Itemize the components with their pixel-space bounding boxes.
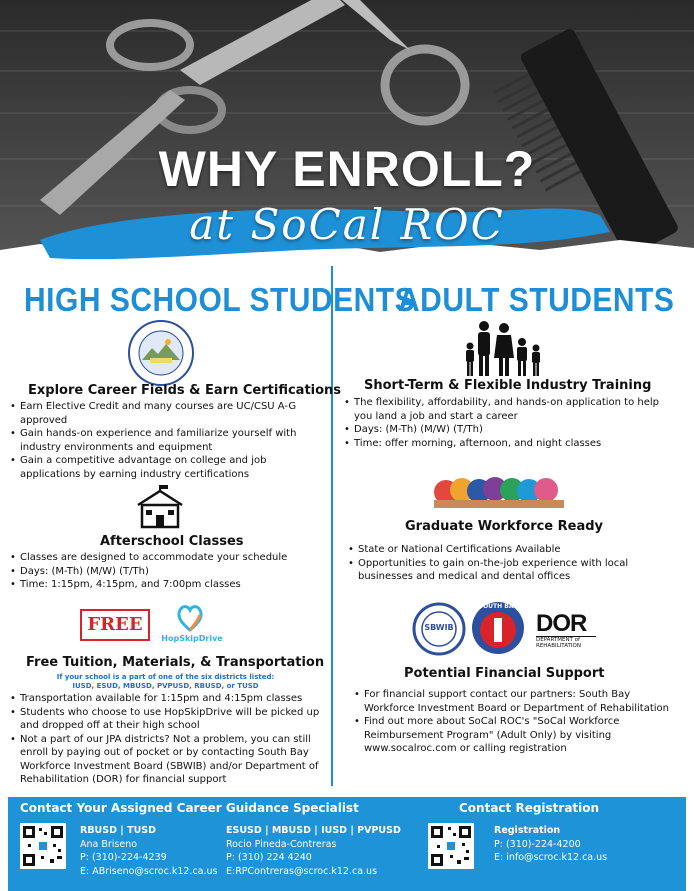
explore-careers-title: Explore Career Fields & Earn Certifications <box>28 383 342 398</box>
hopskipdrive-label: HopSkipDrive <box>161 634 223 643</box>
registration-phone[interactable]: P: (310)-224-4200 <box>494 838 581 850</box>
contact2-email[interactable]: E:RPContreras@scroc.k12.ca.us <box>226 865 378 877</box>
contact1-email[interactable]: E: ABriseno@scroc.k12.ca.us <box>80 865 218 877</box>
free-tuition-title: Free Tuition, Materials, & Transportation <box>26 655 325 670</box>
short-term-training-title: Short-Term & Flexible Industry Training <box>364 378 652 393</box>
wasc-seal-logo <box>128 320 194 386</box>
financial-support-list <box>352 688 678 756</box>
footer-registration-heading: Contact Registration <box>459 801 600 815</box>
dor-sub2: REHABILITATION <box>536 643 581 649</box>
contact1-districts: RBUSD | TUSD <box>80 825 157 836</box>
list-item: • The flexibility, affordability, and hands-on application to help you land a job and start a career <box>342 396 672 423</box>
workforce-ready-list <box>346 543 672 584</box>
dor-logo: DOR <box>536 610 587 637</box>
explore-careers-list <box>8 400 328 481</box>
qr-code-icon[interactable] <box>428 823 474 869</box>
sbwib-label: SBWIB <box>424 623 454 632</box>
list-item: • Gain a competitive advantage on college and job applications by earning industry certifications <box>8 454 328 481</box>
hopskipdrive-heart-icon <box>176 603 204 633</box>
list-item: • State or National Certifications Available <box>346 543 672 557</box>
high-school-heading: HIGH SCHOOL STUDENTS <box>24 281 416 319</box>
afterschool-list <box>8 551 328 592</box>
district-note-line1: If your school is a part of one of the six districts listed: <box>56 673 275 681</box>
list-item: • Time: 1:15pm, 4:15pm, and 7:00pm classes <box>8 578 328 592</box>
list-item: • Classes are designed to accommodate your schedule <box>8 551 328 565</box>
family-silhouette-icon <box>462 320 544 378</box>
contact1-name: Ana Briseno <box>80 838 138 850</box>
contact-footer <box>8 797 686 891</box>
footer-specialist-heading: Contact Your Assigned Career Guidance Specialist <box>20 801 359 815</box>
hero-title: WHY ENROLL? <box>158 141 536 197</box>
registration-card <box>494 824 607 865</box>
free-tuition-list <box>8 692 330 787</box>
qr-code-icon[interactable] <box>20 823 66 869</box>
contact2-name: Rocio Pineda-Contreras <box>226 838 337 850</box>
list-item: • Transportation available for 1:15pm and 4:15pm classes <box>8 692 330 706</box>
district-note-line2: IUSD, ESUD, MBUSD, PVPUSD, RBUSD, or TUSD <box>72 682 259 690</box>
list-item: • Find out more about SoCal ROC's "SoCal Workforce Reimbursement Program" (Adult Only) by visiting www.socalroc.com or calling registration <box>352 715 678 756</box>
dor-sub1: DEPARTMENT of <box>536 636 596 644</box>
workforce-people-icon <box>434 472 564 508</box>
financial-support-title: Potential Financial Support <box>404 666 605 681</box>
list-item: • Days: (M-Th) (M/W) (T/Th) <box>342 423 672 437</box>
list-item: • For financial support contact our partners: South Bay Workforce Investment Board or Department of Rehabilitation <box>352 688 678 715</box>
list-item: • Not a part of our JPA districts? Not a problem, you can still enroll by paying out of pocket or by contacting South Bay Workforce Investment Board (SBWIB) and/or Department of Rehabilitation (DOR) for financial support <box>8 733 330 787</box>
hero-subtitle: at SoCal ROC <box>189 200 505 249</box>
list-item: • Students who choose to use HopSkipDrive will be picked up and dropped off at their high school <box>8 706 330 733</box>
list-item: • Opportunities to gain on-the-job experience with local businesses and medical and dental offices <box>346 557 672 584</box>
registration-email[interactable]: E: info@scroc.k12.ca.us <box>494 852 608 863</box>
adult-students-heading: ADULT STUDENTS <box>398 281 675 319</box>
column-divider <box>331 266 333 786</box>
registration-label: Registration <box>494 825 561 836</box>
list-item: • Days: (M-Th) (M/W) (T/Th) <box>8 565 328 579</box>
list-item: • Earn Elective Credit and many courses are UC/CSU A-G approved <box>8 400 328 427</box>
contact2-phone[interactable]: P: (310) 224 4240 <box>226 852 312 863</box>
list-item: • Gain hands-on experience and familiarize yourself with industry environments and equipment <box>8 427 328 454</box>
short-term-training-list <box>342 396 672 450</box>
hero-banner <box>0 0 694 262</box>
afterschool-title: Afterschool Classes <box>100 534 244 549</box>
contact2-districts: ESUSD | MBUSD | IUSD | PVPUSD <box>226 825 401 836</box>
school-building-icon <box>134 485 186 529</box>
workforce-ready-title: Graduate Workforce Ready <box>405 519 604 534</box>
contact1-phone[interactable]: P: (310)-224-4239 <box>80 852 167 863</box>
list-item: • Time: offer morning, afternoon, and night classes <box>342 437 672 451</box>
contact-card-2 <box>226 824 401 878</box>
free-stamp: FREE <box>80 609 150 641</box>
south-bay-label: SOUTH BAY <box>478 603 518 610</box>
contact-card-1 <box>80 824 217 878</box>
